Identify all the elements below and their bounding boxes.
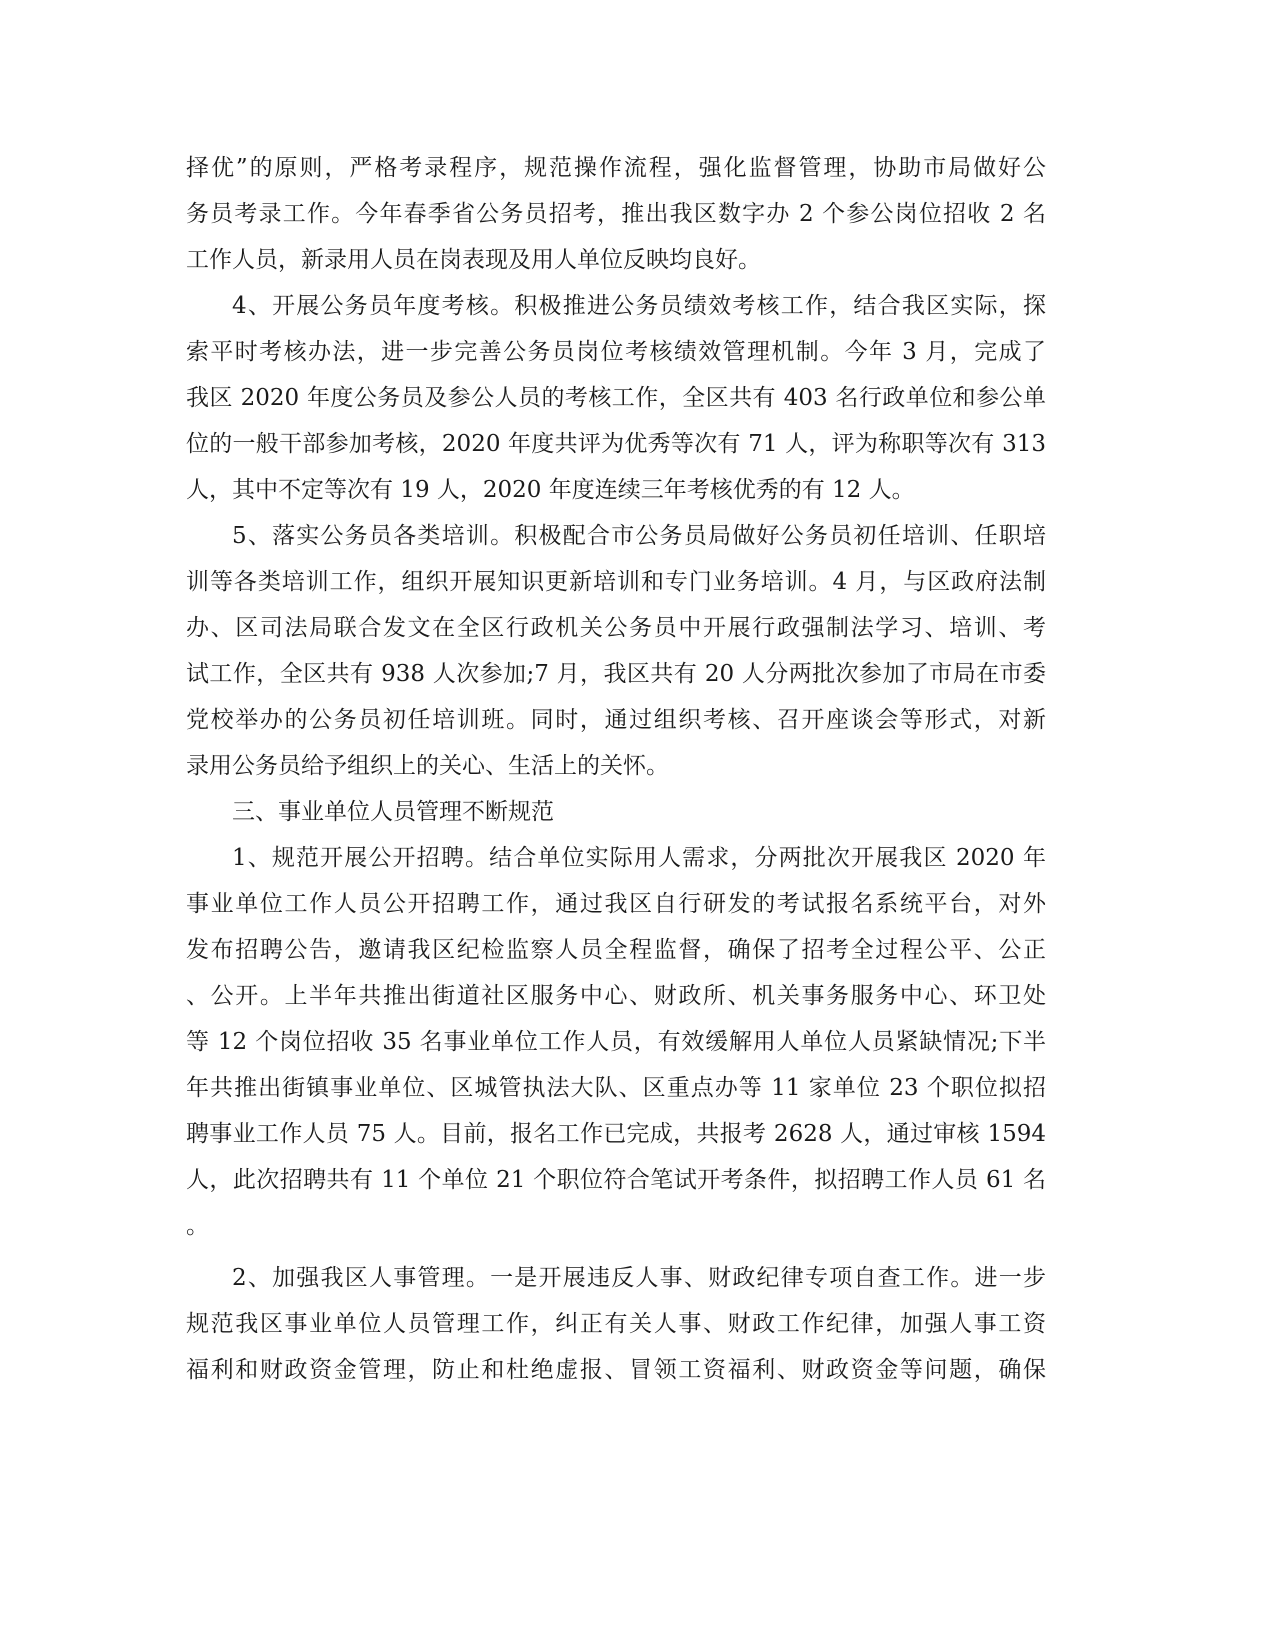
text-line: 聘事业工作人员 75 人。目前，报名工作已完成，共报考 2628 人，通过审核 1594 <box>186 1121 1046 1147</box>
text-line: 规范我区事业单位人员管理工作，纠正有关人事、财政工作纪律，加强人事工资 <box>186 1311 1046 1337</box>
text-line: 年共推出街镇事业单位、区城管执法大队、区重点办等 11 家单位 23 个职位拟招 <box>186 1075 1046 1101</box>
text-line: 择优”的原则，严格考录程序，规范操作流程，强化监督管理，协助市局做好公 <box>186 155 1046 181</box>
paragraph-first-line: 2、加强我区人事管理。一是开展违反人事、财政纪律专项自查工作。进一步 <box>232 1265 1046 1291</box>
text-line: 福利和财政资金管理，防止和杜绝虚报、冒领工资福利、财政资金等问题，确保 <box>186 1357 1046 1383</box>
text-line: 录用公务员给予组织上的关心、生活上的关怀。 <box>186 753 669 779</box>
text-line: 等 12 个岗位招收 35 名事业单位工作人员，有效缓解用人单位人员紧缺情况;下半 <box>186 1029 1046 1055</box>
text-line: 位的一般干部参加考核，2020 年度共评为优秀等次有 71 人，评为称职等次有 313 <box>186 431 1046 457</box>
paragraph-first-line: 4、开展公务员年度考核。积极推进公务员绩效考核工作，结合我区实际，探 <box>232 293 1046 319</box>
text-line: 人，此次招聘共有 11 个单位 21 个职位符合笔试开考条件，拟招聘工作人员 61 名 <box>186 1167 1046 1193</box>
paragraph-first-line: 1、规范开展公开招聘。结合单位实际用人需求，分两批次开展我区 2020 年 <box>232 845 1046 871</box>
text-line: 人，其中不定等次有 19 人，2020 年度连续三年考核优秀的有 12 人。 <box>186 477 915 503</box>
paragraph-first-line: 5、落实公务员各类培训。积极配合市公务员局做好公务员初任培训、任职培 <box>232 523 1046 549</box>
text-line: 。 <box>186 1213 209 1239</box>
text-line: 事业单位工作人员公开招聘工作，通过我区自行研发的考试报名系统平台，对外 <box>186 891 1046 917</box>
text-line: 试工作，全区共有 938 人次参加;7 月，我区共有 20 人分两批次参加了市局在市委 <box>186 661 1046 687</box>
text-line: 发布招聘公告，邀请我区纪检监察人员全程监督，确保了招考全过程公平、公正 <box>186 937 1046 963</box>
text-line: 务员考录工作。今年春季省公务员招考，推出我区数字办 2 个参公岗位招收 2 名 <box>186 201 1046 227</box>
text-line: 办、区司法局联合发文在全区行政机关公务员中开展行政强制法学习、培训、考 <box>186 615 1046 641</box>
text-line: 、公开。上半年共推出街道社区服务中心、财政所、机关事务服务中心、环卫处 <box>186 983 1046 1009</box>
text-line: 党校举办的公务员初任培训班。同时，通过组织考核、召开座谈会等形式，对新 <box>186 707 1046 733</box>
text-line: 训等各类培训工作，组织开展知识更新培训和专门业务培训。4 月，与区政府法制 <box>186 569 1046 595</box>
text-line: 工作人员，新录用人员在岗表现及用人单位反映均良好。 <box>186 247 761 273</box>
text-line: 我区 2020 年度公务员及参公人员的考核工作，全区共有 403 名行政单位和参公单 <box>186 385 1046 411</box>
section-heading: 三、事业单位人员管理不断规范 <box>232 799 554 825</box>
text-line: 索平时考核办法，进一步完善公务员岗位考核绩效管理机制。今年 3 月，完成了 <box>186 339 1046 365</box>
